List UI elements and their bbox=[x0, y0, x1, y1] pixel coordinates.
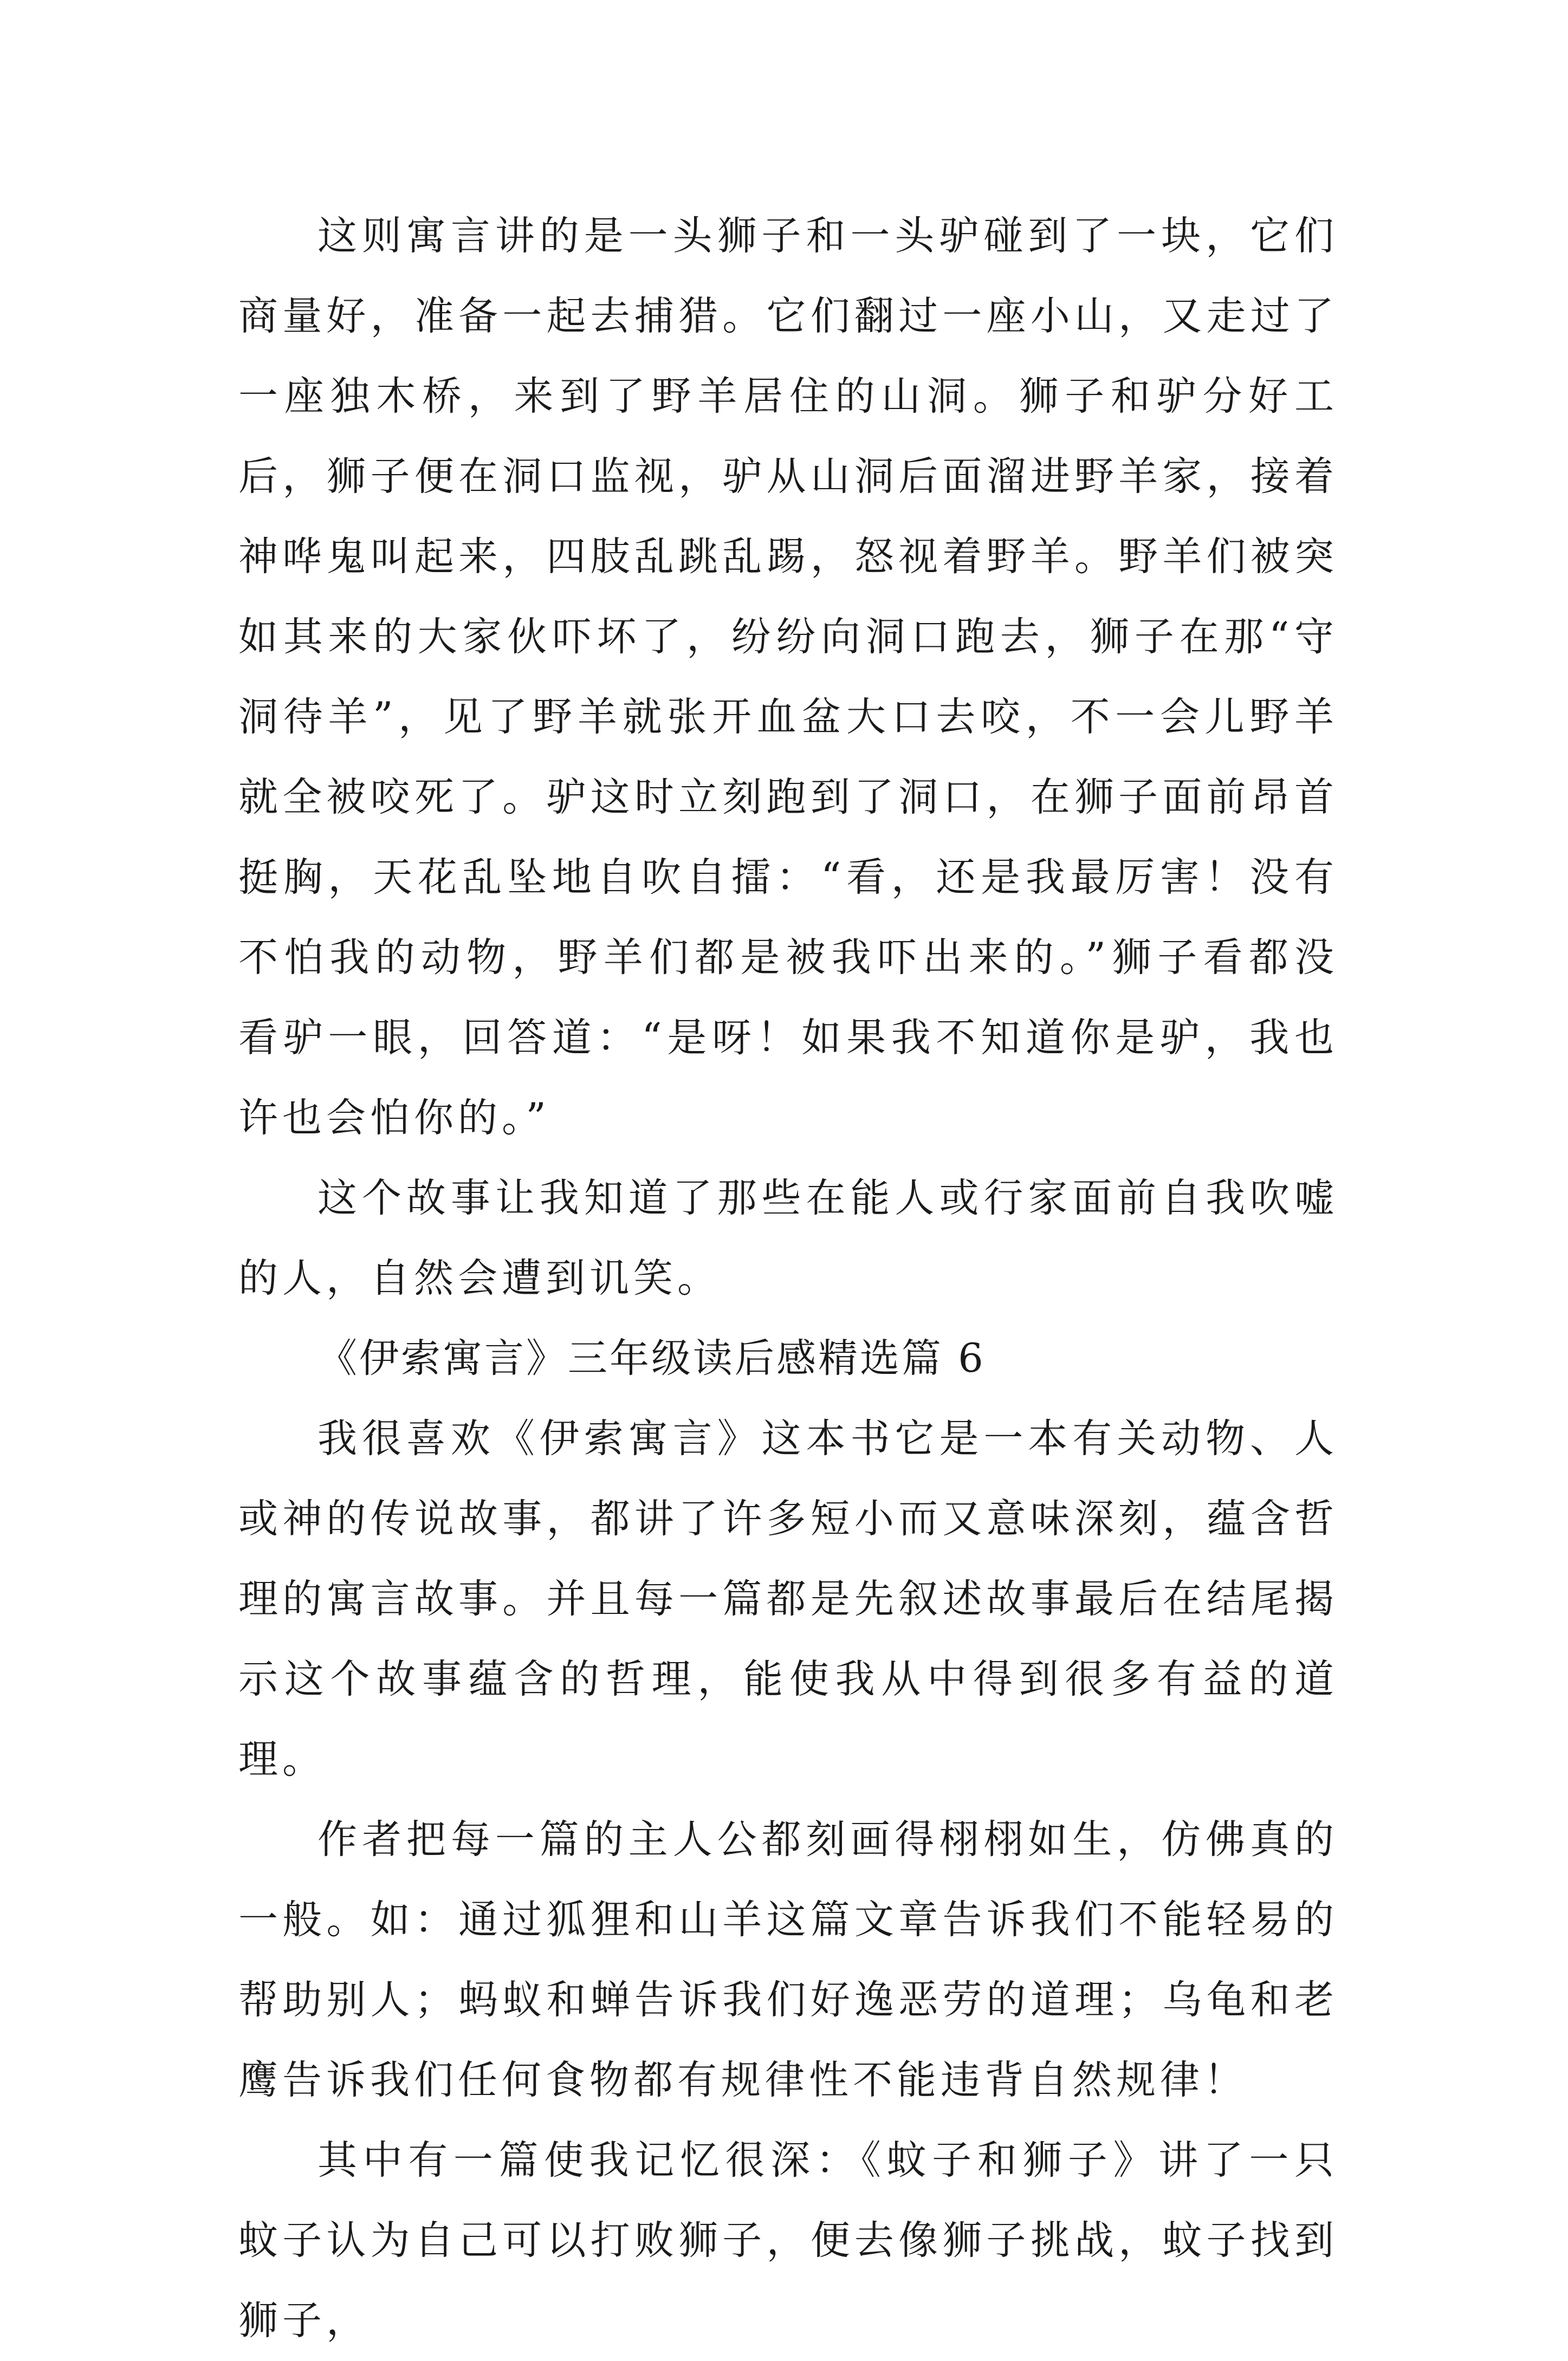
paragraph-story: 这则寓言讲的是一头狮子和一头驴碰到了一块，它们商量好，准备一起去捕猎。它们翻过一座小山，又走过了一座独木桥，来到了野羊居住的山洞。狮子和驴分好工后，狮子便在洞口监视，驴从山洞后面溜进野羊家，接着神哗鬼叫起来，四肢乱跳乱踢，怒视着野羊。野羊们被突如其来的大家伙吓坏了，纷纷向洞口跑去，狮子在那“守洞待羊”，见了野羊就张开血盆大口去咬，不一会儿野羊就全被咬死了。驴这时立刻跑到了洞口，在狮子面前昂首挺胸，天花乱坠地自吹自擂：“看，还是我最厉害！没有不怕我的动物，野羊们都是被我吓出来的。”狮子看都没看驴一眼，回答道：“是呀！如果我不知道你是驴，我也许也会怕你的。” bbox=[238, 213, 1338, 1141]
paragraph-intro: 我很喜欢《伊索寓言》这本书它是一本有关动物、人或神的传说故事，都讲了许多短小而又意味深刻，蕴含哲理的寓言故事。并且每一篇都是先叙述故事最后在结尾揭示这个故事蕴含的哲理，能使我从中得到很多有益的道理。 bbox=[238, 1416, 1338, 1782]
paragraph-memory: 其中有一篇使我记忆很深：《蚊子和狮子》讲了一只蚊子认为自己可以打败狮子，便去像狮子挑战，蚊子找到狮子， bbox=[238, 2137, 1338, 2344]
section-title: 《伊索寓言》三年级读后感精选篇 6 bbox=[318, 1335, 986, 1381]
paragraph-characters: 作者把每一篇的主人公都刻画得栩栩如生，仿佛真的一般。如：通过狐狸和山羊这篇文章告诉我们不能轻易的帮助别人；蚂蚁和蝉告诉我们好逸恶劳的道理；乌龟和老鹰告诉我们任何食物都有规律性不能违背自然规律！ bbox=[238, 1817, 1338, 2103]
document-body bbox=[238, 196, 1338, 2361]
paragraph-moral: 这个故事让我知道了那些在能人或行家面前自我吹嘘的人，自然会遭到讥笑。 bbox=[238, 1175, 1338, 1301]
